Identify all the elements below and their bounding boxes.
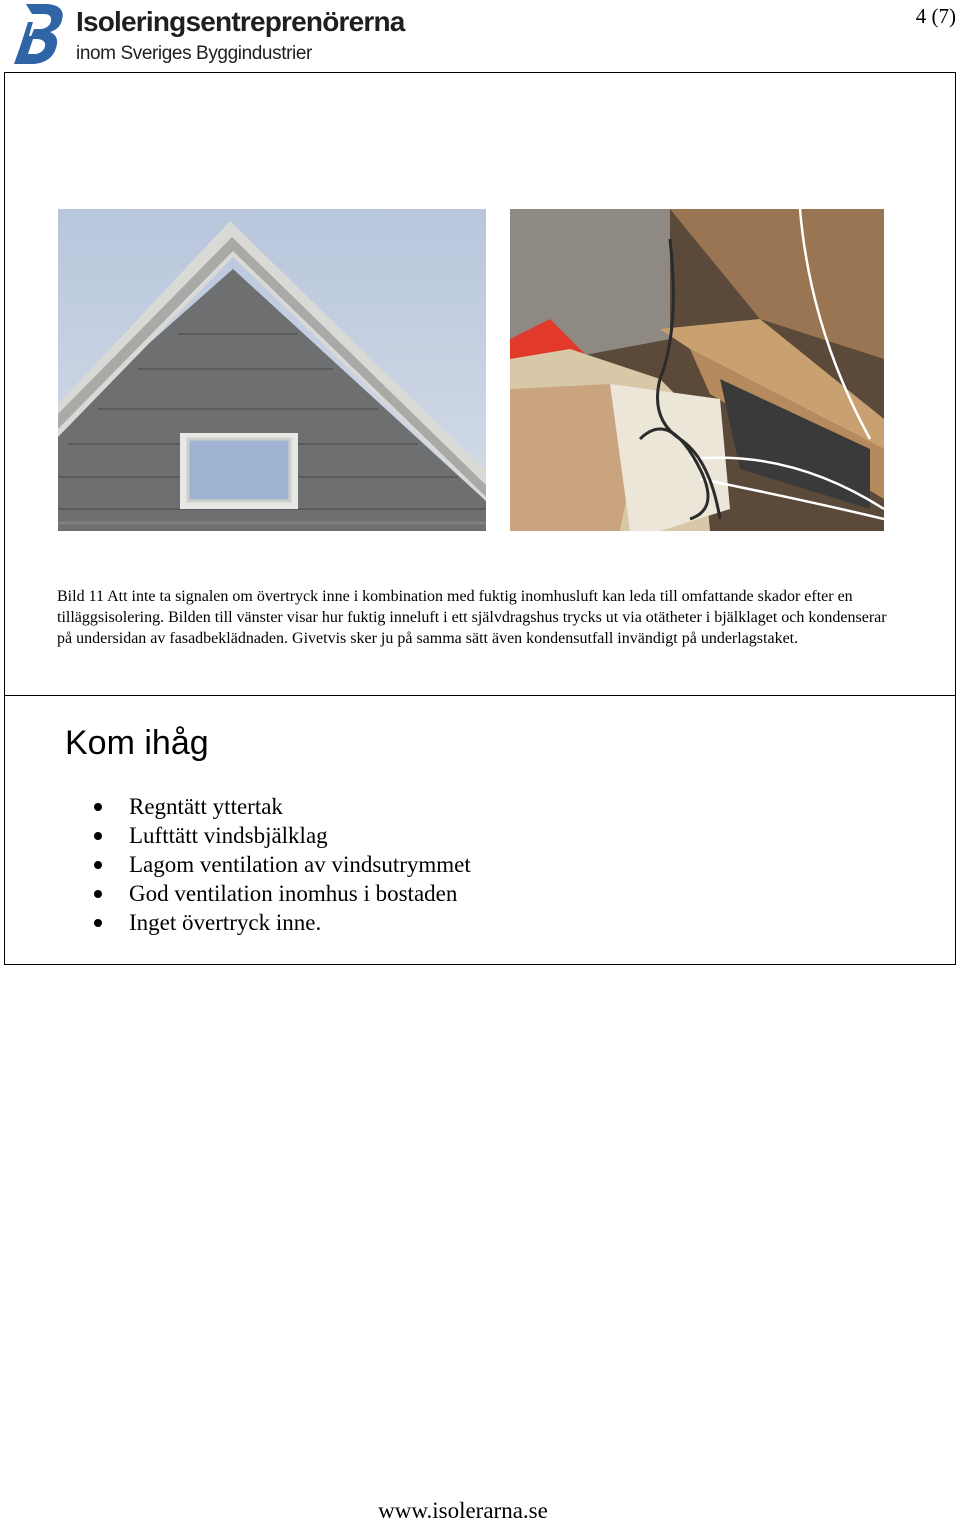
list-item-text: God ventilation inomhus i bostaden xyxy=(129,881,458,906)
remember-box xyxy=(4,695,956,965)
company-logo xyxy=(14,2,434,68)
remember-list xyxy=(90,792,471,937)
page-number: 4 (7) xyxy=(915,4,956,28)
remember-title: Kom ihåg xyxy=(65,724,209,762)
bullet-icon xyxy=(94,803,102,811)
bullet-icon xyxy=(94,890,102,898)
list-item-text: Lufttätt vindsbjälklag xyxy=(129,823,328,848)
list-item-text: Regntätt yttertak xyxy=(129,794,283,819)
logo-subtitle: inom Sveriges Byggindustrier xyxy=(76,43,312,64)
list-item xyxy=(90,821,471,850)
figure-box xyxy=(4,72,956,696)
list-item xyxy=(90,850,471,879)
page-header xyxy=(0,0,960,72)
bullet-icon xyxy=(94,919,102,927)
logo-mark-icon xyxy=(14,2,70,68)
gable-facade-photo xyxy=(58,209,486,531)
footer-url[interactable]: www.isolerarna.se xyxy=(378,1498,548,1523)
list-item xyxy=(90,908,471,937)
bullet-icon xyxy=(94,832,102,840)
attic-interior-photo xyxy=(510,209,884,531)
bullet-icon xyxy=(94,861,102,869)
list-item xyxy=(90,879,471,908)
list-item-text: Inget övertryck inne. xyxy=(129,910,322,935)
list-item xyxy=(90,792,471,821)
list-item-text: Lagom ventilation av vindsutrymmet xyxy=(129,852,471,877)
logo-title: Isoleringsentreprenörerna xyxy=(76,6,405,37)
figure-caption: Bild 11 Att inte ta signalen om övertryck inne i kombination med fuktig inomhusluft kan leda till omfattande skador efter en tilläggsisolering. Bilden till vänster visar hur fuktig inneluft i ett självdragshus trycks ut via otätheter i bjälklaget och kondenserar på undersidan av fasadbeklädnaden. Givetvis sker ju på samma sätt även kondensutfall invändigt på underlagstaket. xyxy=(57,588,887,647)
